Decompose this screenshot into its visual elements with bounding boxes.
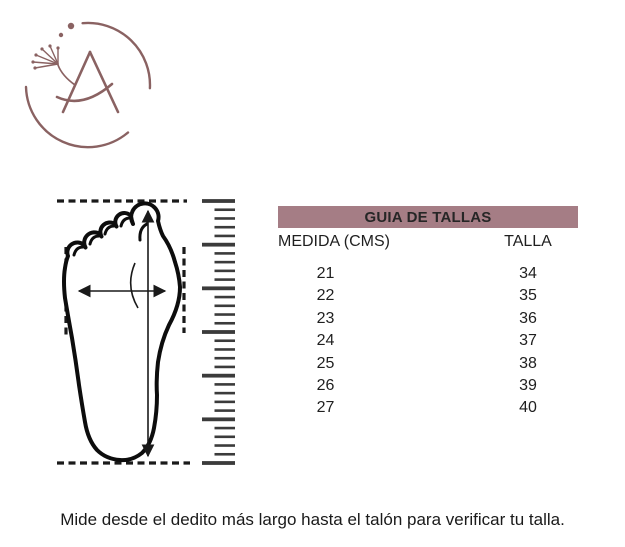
ruler-major-tick (202, 374, 235, 378)
ruler-major-tick (202, 286, 235, 290)
ruler-minor-tick (215, 270, 236, 273)
ruler-minor-tick (215, 444, 236, 447)
talla-cell: 39 (519, 376, 537, 394)
ruler-minor-tick (215, 409, 236, 412)
talla-cell: 40 (519, 399, 537, 417)
ruler-minor-tick (215, 235, 236, 238)
talla-cell: 38 (519, 354, 537, 372)
cms-cell: 27 (316, 399, 335, 417)
ruler-minor-tick (215, 305, 236, 308)
talla-cell: 37 (519, 332, 537, 350)
table-row (278, 263, 578, 285)
talla-cell: 36 (519, 309, 537, 327)
ruler-minor-tick (215, 427, 236, 430)
table-row (278, 375, 578, 397)
ruler-minor-tick (215, 401, 236, 404)
column-header-medida: MEDIDA (CMS) (278, 233, 390, 250)
ruler-minor-tick (215, 208, 236, 211)
cms-cell: 21 (316, 265, 335, 282)
ruler-minor-tick (215, 348, 236, 351)
ruler-minor-tick (215, 278, 236, 281)
foot-measurement-diagram (50, 190, 250, 480)
table-row (278, 285, 578, 307)
ruler-minor-tick (215, 366, 236, 369)
size-guide-table (278, 206, 578, 420)
ruler-minor-tick (215, 383, 236, 386)
talla-cell: 34 (519, 265, 537, 282)
brand-logo (25, 10, 160, 150)
table-column-headers (278, 228, 578, 254)
ruler-minor-tick (215, 261, 236, 264)
foot-outline-icon (64, 203, 180, 460)
ruler-minor-tick (215, 453, 236, 456)
cms-cell: 24 (316, 332, 335, 350)
cms-cell: 23 (316, 309, 335, 327)
ruler-minor-tick (215, 217, 236, 220)
ruler-minor-tick (215, 226, 236, 229)
cms-cell: 25 (316, 354, 335, 372)
ruler-minor-tick (215, 322, 236, 325)
table-row (278, 353, 578, 375)
ruler-minor-tick (215, 313, 236, 316)
ruler-major-tick (202, 330, 235, 334)
dandelion-icon (31, 23, 75, 85)
ruler-minor-tick (215, 357, 236, 360)
logo-circle-arcs (26, 23, 150, 147)
table-row (278, 308, 578, 330)
table-body (278, 263, 578, 420)
ruler-major-tick (202, 461, 235, 465)
talla-cell: 35 (519, 287, 537, 305)
measurement-instruction: Mide desde el dedito más largo hasta el talón para verificar tu talla. (60, 510, 565, 529)
ruler-minor-tick (215, 296, 236, 299)
ruler-minor-tick (215, 436, 236, 439)
table-row (278, 330, 578, 352)
logo-letter-a (57, 52, 118, 112)
column-header-talla: TALLA (504, 233, 552, 250)
ruler-minor-tick (215, 252, 236, 255)
ruler-icon (202, 199, 235, 465)
cms-cell: 26 (316, 376, 335, 394)
ruler-major-tick (202, 199, 235, 203)
ruler-major-tick (202, 243, 235, 247)
table-row (278, 397, 578, 419)
ruler-minor-tick (215, 339, 236, 342)
ruler-minor-tick (215, 392, 236, 395)
size-guide-title: GUIA DE TALLAS (278, 206, 578, 228)
ruler-major-tick (202, 417, 235, 421)
cms-cell: 22 (316, 287, 335, 305)
